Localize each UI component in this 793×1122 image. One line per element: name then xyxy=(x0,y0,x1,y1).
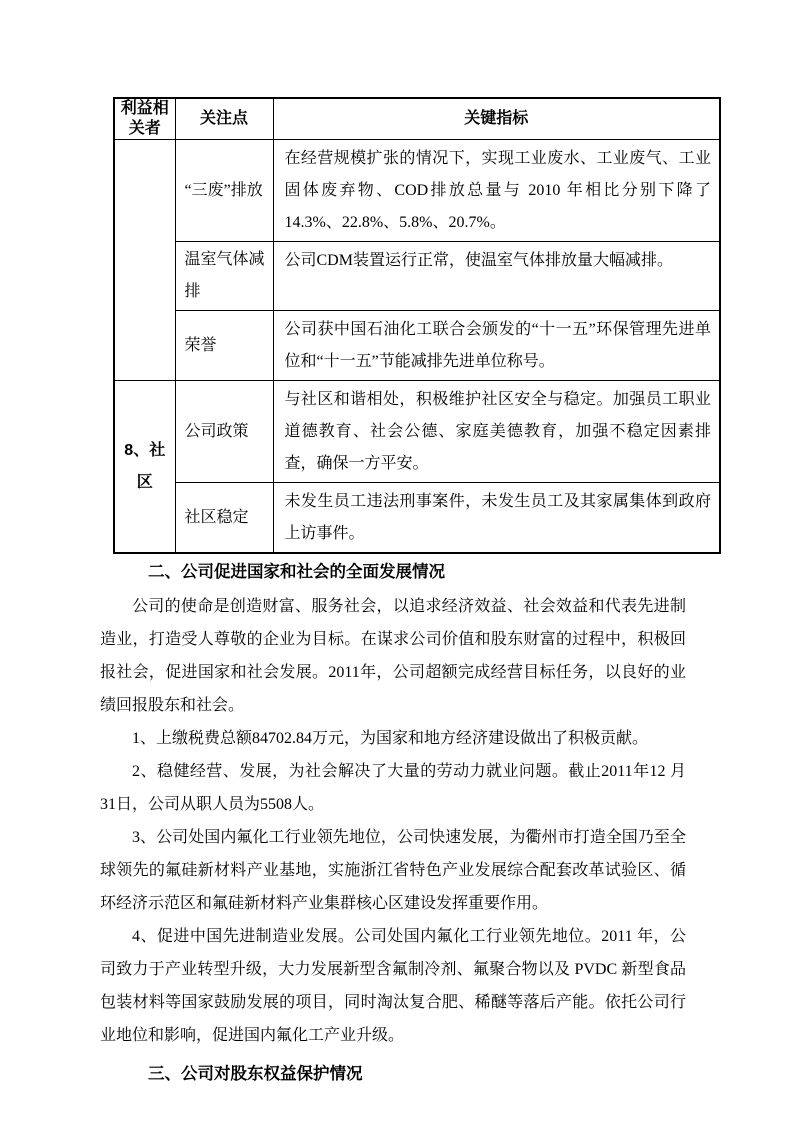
focus-cell-company-policy: 公司政策 xyxy=(175,381,273,483)
paragraph-employment: 2、稳健经营、发展，为社会解决了大量的劳动力就业问题。截止2011年12 月31日，公司从职人员为5508人。 xyxy=(100,763,686,813)
col-header-indicator: 关键指标 xyxy=(273,98,720,140)
paragraph-mission: 公司的使命是创造财富、服务社会，以追求经济效益、社会效益和代表先进制造业，打造受人尊敬的企业为目标。在谋求公司价值和股东财富的过程中，积极回报社会，促进国家和社会发展。2011年，公司超额完成经营目标任务，以良好的业绩回报股东和社会。 xyxy=(100,598,686,714)
body-text xyxy=(100,557,686,1090)
col-header-focus: 关注点 xyxy=(175,98,273,140)
indicator-cell-greenhouse-gas: 公司CDM装置运行正常，使温室气体排放量大幅减排。 xyxy=(273,242,720,311)
paragraph-industry-position: 3、公司处国内氟化工行业领先地位，公司快速发展，为衢州市打造全国乃至全球领先的氟硅新材料产业基地，实施浙江省特色产业发展综合配套改革试验区、循环经济示范区和氟硅新材料产业集群核心区建设发挥重要作用。 xyxy=(100,829,686,912)
focus-cell-honor: 荣誉 xyxy=(175,311,273,381)
stakeholder-table xyxy=(113,97,721,554)
stakeholder-cell-community: 8、社区 xyxy=(114,381,175,554)
table-row xyxy=(114,311,720,381)
stakeholder-cell-empty xyxy=(114,140,175,381)
table-row xyxy=(114,242,720,311)
focus-cell-community-stability: 社区稳定 xyxy=(175,483,273,554)
focus-cell-three-wastes: “三废”排放 xyxy=(175,140,273,242)
table-row xyxy=(114,483,720,554)
indicator-cell-community-stability: 未发生员工违法刑事案件，未发生员工及其家属集体到政府上访事件。 xyxy=(273,483,720,554)
paragraph-manufacturing-upgrade: 4、促进中国先进制造业发展。公司处国内氟化工行业领先地位。2011 年，公司致力于产业转型升级，大力发展新型含氟制冷剂、氟聚合物以及 PVDC 新型食品包装材料等国家鼓励发展的项目，同时淘汰复合肥、稀醚等落后产能。依托公司行业地位和影响，促进国内氟化工产业升级。 xyxy=(100,928,686,1044)
table-row xyxy=(114,381,720,483)
section-heading-shareholder: 三、公司对股东权益保护情况 xyxy=(148,1065,363,1083)
col-header-stakeholder: 利益相关者 xyxy=(114,98,175,140)
indicator-cell-company-policy: 与社区和谐相处，积极维护社区安全与稳定。加强员工职业道德教育、社会公德、家庭美德教育，加强不稳定因素排查，确保一方平安。 xyxy=(273,381,720,483)
table-header-row xyxy=(114,98,720,140)
table-row xyxy=(114,140,720,242)
indicator-cell-three-wastes: 在经营规模扩张的情况下，实现工业废水、工业废气、工业固体废弃物、COD排放总量与 2010 年相比分别下降了 14.3%、22.8%、5.8%、20.7%。 xyxy=(273,140,720,242)
section-heading-development: 二、公司促进国家和社会的全面发展情况 xyxy=(148,563,445,581)
paragraph-taxes: 1、上缴税费总额84702.84万元，为国家和地方经济建设做出了积极贡献。 xyxy=(132,730,649,747)
focus-cell-greenhouse-gas: 温室气体减排 xyxy=(175,242,273,311)
indicator-cell-honor: 公司获中国石油化工联合会颁发的“十一五”环保管理先进单位和“十一五”节能减排先进单位称号。 xyxy=(273,311,720,381)
